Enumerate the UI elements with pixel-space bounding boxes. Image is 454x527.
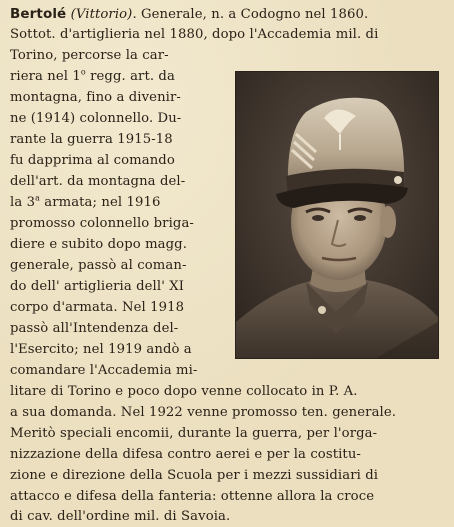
entry-surname: Bertolé bbox=[10, 6, 67, 22]
line-13: generale, passò al coman- bbox=[10, 258, 187, 273]
line-16: passò all'Intendenza del- bbox=[10, 321, 179, 336]
entry-given-name: (Vittorio) bbox=[70, 7, 133, 22]
line-17: l'Esercito; nel 1919 andò a bbox=[10, 342, 192, 357]
line-10-b: armata; nel 1916 bbox=[39, 195, 161, 210]
line-4 bbox=[10, 67, 223, 87]
portrait-illustration bbox=[236, 72, 438, 358]
line-23: zione e direzione della Scuola per i mezzi sussidiari di bbox=[10, 468, 379, 483]
line-20: a sua domanda. Nel 1922 venne promosso ten. generale. bbox=[10, 405, 397, 420]
line-12: diere e subito dopo magg. bbox=[10, 237, 188, 252]
line-4-b: regg. art. da bbox=[85, 69, 175, 84]
line-1-text: . Generale, n. a Codogno nel 1860. bbox=[132, 7, 369, 22]
line-10-sup: a bbox=[35, 193, 40, 203]
line-10 bbox=[10, 193, 223, 213]
line-6: ne (1914) colonnello. Du- bbox=[10, 111, 182, 126]
line-3: Torino, percorse la car- bbox=[10, 48, 169, 63]
line-11: promosso colonnello briga- bbox=[10, 216, 194, 231]
line-14: do dell' artiglieria dell' XI bbox=[10, 279, 185, 294]
line-15: corpo d'armata. Nel 1918 bbox=[10, 300, 185, 315]
line-7: rante la guerra 1915-18 bbox=[10, 132, 173, 147]
line-9: dell'art. da montagna del- bbox=[10, 174, 186, 189]
line-18: comandare l'Accademia mi- bbox=[10, 363, 198, 378]
line-21: Meritò speciali encomii, durante la guerra, per l'orga- bbox=[10, 426, 378, 441]
line-10-a: la 3 bbox=[10, 195, 36, 210]
line-4-sup: o bbox=[80, 67, 86, 77]
line-25: di cav. dell'ordine mil. di Savoia. bbox=[10, 509, 231, 524]
line-5: montagna, fino a divenir- bbox=[10, 90, 181, 105]
line-24: attacco e difesa della fanteria: ottenne allora la croce bbox=[10, 489, 375, 504]
line-2: Sottot. d'artiglieria nel 1880, dopo l'Accademia mil. di bbox=[10, 27, 379, 42]
line-1 bbox=[10, 4, 442, 25]
line-4-a: riera nel 1 bbox=[10, 69, 81, 84]
line-8: fu dapprima al comando bbox=[10, 153, 175, 168]
portrait-photo bbox=[236, 72, 438, 358]
line-22: nizzazione della difesa contro aerei e per la costitu- bbox=[10, 447, 361, 462]
line-19: litare di Torino e poco dopo venne collocato in P. A. bbox=[10, 384, 358, 399]
